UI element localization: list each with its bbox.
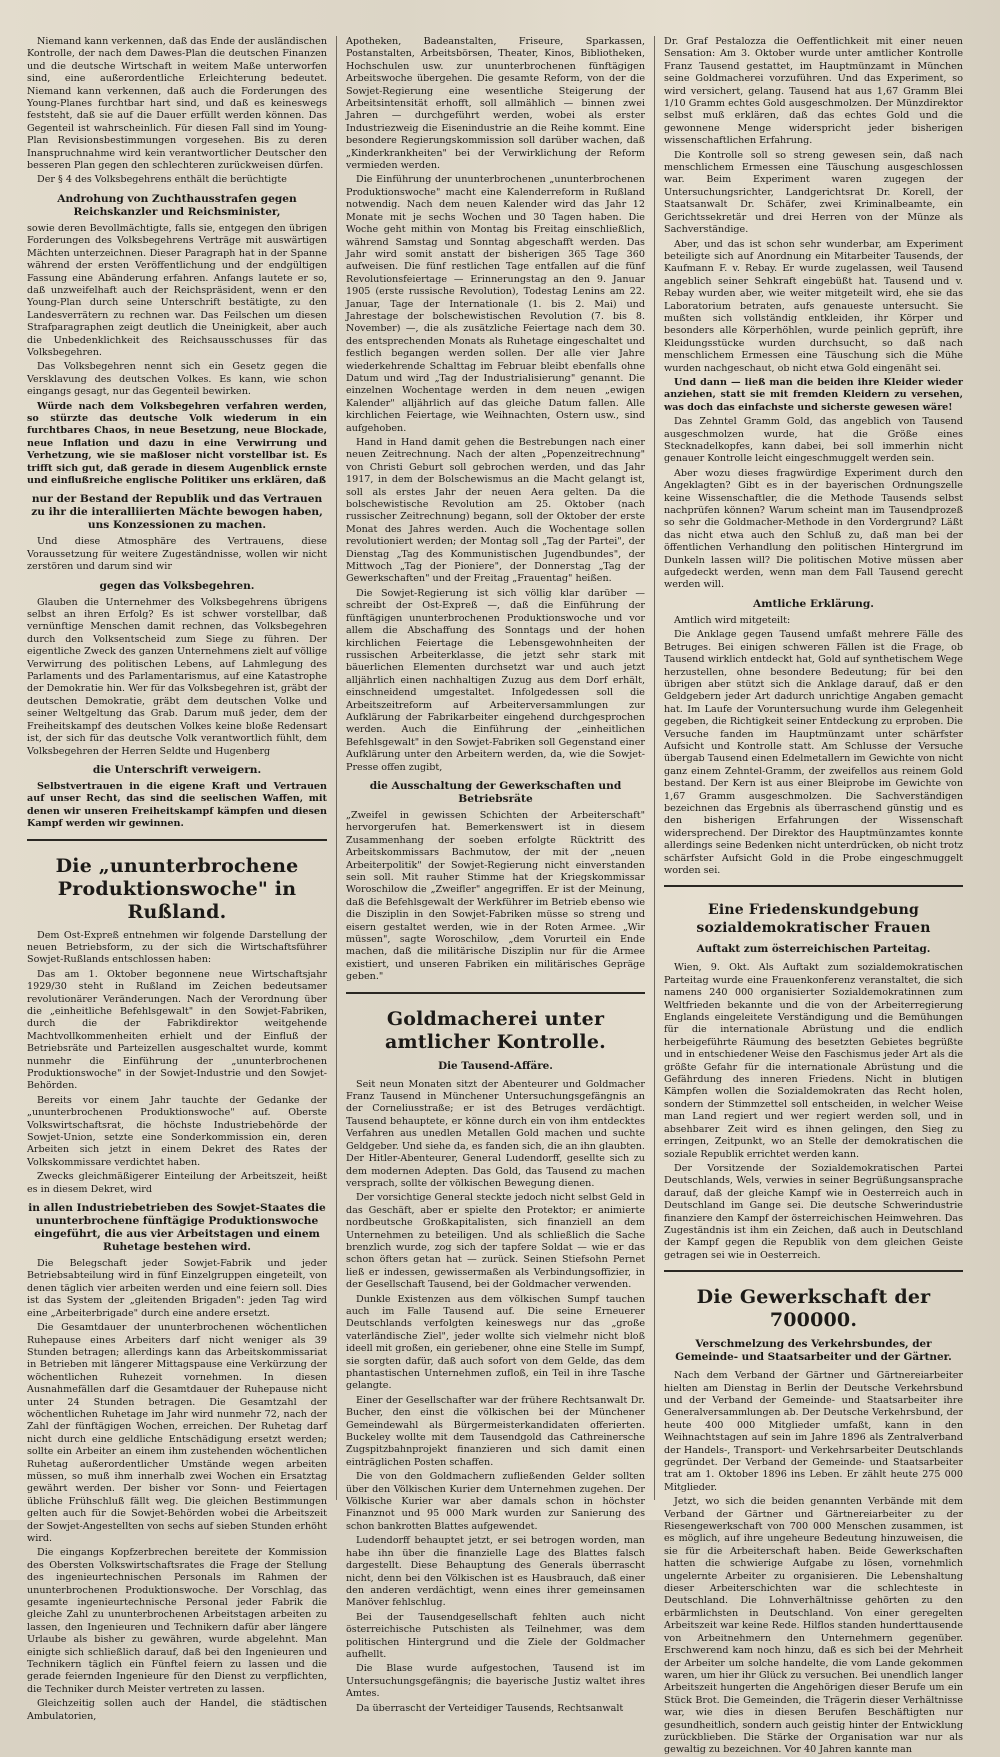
- subheading: gegen das Volksbegehren.: [99, 579, 255, 592]
- article-paragraph: „Zweifel in gewissen Schichten der Arbeiterschaft" hervorgerufen hat. Bemerkenswert ist in diesem Zusammenhang der soeben erfolgte Rücktritt des Arbeitskommissars Bachmutow, der mit der „neuen Arbeiterpolitik" der Sowjet-Regierung nicht einverstanden sein soll. Mit rauher Stimme hat der Kriegskommissar Woroschilow die „Zweifler" angegriffen. Er ist der Meinung, daß die Befehlsgewalt der Werkführer im Betrieb ebenso wie die Disziplin in den Sowjet-Fabriken müsse so streng und eisern gestaltet werden, wie in der Roten Armee. „Wir müssen", sagte Woroschilow, „dem Vorurteil ein Ende machen, daß die militärische Disziplin nur für die Armee existiert, und unseren Fabriken ein militärisches Gepräge geben.": [346, 809, 645, 983]
- divider: [27, 839, 327, 841]
- article-paragraph: Die Belegschaft jeder Sowjet-Fabrik und jeder Betriebsabteilung wird in fünf Einzelgruppen eingeteilt, von denen täglich vier arbeiten werden und eine feiern soll. Dies ist das System der „gleitenden Brigaden": jeden Tag wird eine „Arbeiterbrigade" durch eine andere ersetzt.: [27, 1258, 327, 1319]
- article-paragraph: Die Anklage gegen Tausend umfaßt mehrere Fälle des Betruges. Bei einigen schweren Fällen ist die Frage, ob Tausend wirklich entdeckt hat, Gold auf synthetischem Wege herzustellen, ohne besondere Bedeutung; für bei den übrigen aber stützt sich die Anklage darauf, daß er den Geldgebern jeder Art dadurch unrichtige Angaben gemacht hat. Im Laufe der Voruntersuchung wurde ihm Gelegenheit gegeben, die Richtigkeit seiner Entdeckung zu erproben. Die Versuche fanden im Hauptmünzamt unter schärfster Aufsicht und Kontrolle statt. Am Schlusse der Versuche übergab Tausend einen Edelmetallern im Gewichte von nicht ganz einem Zehntel-Gramm, der zweifellos aus reinem Gold bestand. Der Kern ist aus einer Bleiprobe im Gewichte von 1,67 Gramm ausgeschmolzen. Die Sachverständigen bezeichnen das Ergebnis als überraschend günstig und es den bisherigen Erfahrungen der Wissenschaft widersprechend. Der Direktor des Hauptmünzamtes konnte allerdings seine Bedenken nicht unterdrücken, ob nicht trotz schärfster Aufsicht Gold in die Probe eingeschmuggelt worden sei.: [664, 629, 963, 876]
- subheading: nur der Bestand der Republik und das Vertrauen zu ihr die interalliierten Mächte bewogen haben, uns Konzessionen zu machen.: [31, 493, 323, 532]
- article-paragraph: Die Blase wurde aufgestochen, Tausend ist im Untersuchungsgefängnis; die bayerische Justiz waltet ihres Amtes.: [346, 1663, 645, 1700]
- article-paragraph: Nach dem Verband der Gärtner und Gärtnereiarbeiter hielten am Dienstag in Berlin der Deutsche Verkehrsbund und der Verband der Gemeinde- und Staatsarbeiter ihre Generalversammlungen ab. Der Deutsche Verkehrsbund, der heute 400 000 Mitglieder umfaßt, kann in den Weihnachtstagen auf sein im Jahre 1896 als Zentralverband der Handels-, Transport- und Verkehrsarbeiter Deutschlands gegründet. Der Verband der Gemeinde- und Staatsarbeiter trat am 1. Oktober 1896 ins Leben. Er zählt heute 275 000 Mitglieder.: [664, 1370, 963, 1493]
- article-paragraph: Der vorsichtige General steckte jedoch nicht selbst Geld in das Geschäft, aber er spielte den Protektor; er animierte nordbeutsche Großkapitalisten, sich finanziell an dem Unternehmen zu beteiligen. Und als schließlich die Sache brenzlich wurde, zog sich der tapfere Soldat — wie er das schon öfters getan hat — zurück. Seinen Stiefsohn Pernet ließ er indessen, gewissermaßen als Verbindungsoffizier, in der Gesellschaft Tausend, bei der Goldmacher verwenden.: [346, 1192, 645, 1291]
- article-paragraph: Niemand kann verkennen, daß das Ende der ausländischen Kontrolle, der nach dem Dawes-Plan die deutschen Finanzen und die deutsche Wirtschaft in weitem Maße unterworfen sind, eine außerordentliche Erleichterung bedeutet. Niemand kann verkennen, daß auch die Forderungen des Young-Planes furchtbar hart sind, und daß es keineswegs feststeht, daß sie auf die Dauer erfüllt werden können. Das Gegenteil ist wahrscheinlich. Für diesen Fall sind im Young-Plan Revisionsbestimmungen vorgesehen. Bis zu deren Inanspruchnahme wird kein verantwortlicher Deutscher den besseren Plan gegen den schlechteren zurückweisen dürfen.: [27, 36, 327, 172]
- divider: [664, 1270, 963, 1272]
- article-paragraph: Und dann — ließ man die beiden ihre Kleider wieder anziehen, statt sie mit fremden Kleidern zu versehen, was doch das einfachste und sicherste gewesen wäre!: [664, 376, 963, 413]
- article-paragraph: Bereits vor einem Jahr tauchte der Gedanke der „ununterbrochenen Produktionswoche" auf. Oberste Volkswirtschaftsrat, die höchste Industriebehörde der Sowjet-Union, setzte eine Sonderkommission ein, deren Arbeiten sich jetzt in einem Dekret des Rates der Volkskommissare verdichtet haben.: [27, 1094, 327, 1168]
- article-paragraph: Gleichzeitig sollen auch der Handel, die städtischen Ambulatorien,: [27, 1698, 327, 1722]
- article-paragraph: Die von den Goldmachern zufließenden Gelder sollten über den Völkischen Kurier dem Unternehmen zugehen. Der Völkische Kurier war aber damals schon in höchster Finanznot und 95 000 Mark wurden zur Sanierung des schon bankrotten Blattes aufgewendet.: [346, 1471, 645, 1532]
- article-paragraph: Das Volksbegehren nennt sich ein Gesetz gegen die Versklavung des deutschen Volkes. Es kann, wie schon eingangs gesagt, nur das Gegenteil bewirken.: [27, 361, 327, 398]
- subheading: die Ausschaltung der Gewerkschaften und Betriebsräte: [369, 779, 622, 805]
- article-paragraph: Dem Ost-Expreß entnehmen wir folgende Darstellung der neuen Betriebsform, zu der sich die Wirtschaftsführer Sowjet-Rußlands entschlossen haben:: [27, 929, 327, 966]
- headline-gewerkschaft: Die Gewerkschaft der 700000.: [696, 1286, 931, 1332]
- article-paragraph: Die eingangs Kopfzerbrechen bereitete der Kommission des Obersten Volkswirtschaftsrates die Frage der Stellung des ingenieurtechnischen Personals im Rahmen der ununterbrochenen Produktionswoche. Der Vorschlag, das gesamte ingenieurtechnische Personal jeder Fabrik die gleiche Zahl zu ununterbrochenen Arbeitstagen arbeiten zu lassen, den Ingenieuren und Technikern dafür aber längere Urlaube als bisher zu gewähren, wurde abgelehnt. Man einigte sich schließlich darauf, daß bei den Ingenieuren und Technikern täglich ein Fünftel feiern zu lassen und die gerade feiernden Ingenieure für den Dienst zu verpflichten, die Techniker durch Meister vertreten zu lassen.: [27, 1547, 327, 1695]
- article-paragraph: Jetzt, wo sich die beiden genannten Verbände mit dem Verband der Gärtner und Gärtnereiarbeiter zu der Riesengewerkschaft von 700 000 Menschen zusammen, ist es möglich, auf ihre ungeheure Bedeutung hinzuweisen, die sie für die Arbeiterschaft haben. Beide Gewerkschaften hatten die schwierige Aufgabe zu lösen, vornehmlich ungelernte Arbeiter zu organisieren. Die Lebenshaltung dieser Arbeiterschichten war die schlechteste in Deutschland. Die Lohnverhältnisse gehörten zu den erbärmlichsten in Deutschland. Von einer geregelten Arbeitszeit war keine Rede. Hilflos standen hunderttausende von Arbeitnehmern den Unternehmern gegenüber. Erschwerend kam noch hinzu, daß es sich bei der Mehrheit der Arbeiter um solche handelte, die vom Lande gekommen waren, um hier ihr Glück zu versuchen. Bei unendlich langer Arbeitszeit hungerten die Angehörigen dieser Berufe um ein Stück Brot. Die Gemeinden, die Trägerin dieser Verhältnisse war, wie dies in diesen Berufen Beschäftigten nur gesundheitlich, sondern auch geistig hinter der Entwicklung zurückblieben. Die Stärke der Organisation war nur als gewaltig zu bezeichnen. Vor 40 Jahren kannte man: [664, 1496, 963, 1756]
- article-paragraph: Die Kontrolle soll so streng gewesen sein, daß nach menschlichem Ermessen eine Täuschung ausgeschlossen war. Beim Experiment waren zugegen der Untersuchungsrichter, Landgerichtsrat Dr. Korell, der Staatsanwalt Dr. Schäfer, zwei Kriminalbeamte, ein Gerichtssekretär und drei Herren von der Münze als Sachverständige.: [664, 149, 963, 236]
- article-paragraph: Und diese Atmosphäre des Vertrauens, diese Voraussetzung für weitere Zugeständnisse, wollen wir nicht zerstören und darum sind wir: [27, 536, 327, 573]
- article-paragraph: Ludendorff behauptet jetzt, er sei betrogen worden, man habe ihn über die finanzielle Lage des Blattes falsch dargestellt. Diese Behauptung des Generals überrascht nicht, denn bei den Völkischen ist es Hausbrauch, daß einer den anderen verdächtigt, wenn eines ihrer gemeinsamen Manöver fehlschlug.: [346, 1535, 645, 1609]
- columns: [18, 36, 980, 1756]
- article-paragraph: Hand in Hand damit gehen die Bestrebungen nach einer neuen Zeitrechnung. Nach der alten „Popenzeitrechnung" von Christi Geburt soll gebrochen werden, und das Jahr 1917, in dem der Bolschewismus an die Macht gelangt ist, soll als erstes Jahr der neuen Aera gelten. Da die bolschewistische Revolution am 25. Oktober (nach russischer Zeitrechnung) begann, soll der Oktober der erste Monat des Jahres werden. Auch die Wochentage sollen revolutioniert werden; der Montag soll „Tag der Partei", der Dienstag „Tag des Kommunistischen Jugendbundes", der Mittwoch „Tag der Pioniere", der Donnerstag „Tag der Gewerkschaften" und der Freitag „Frauentag" heißen.: [346, 437, 645, 585]
- headline-deck: Die Tausend-Affäre.: [438, 1059, 553, 1072]
- article-paragraph: Amtlich wird mitgeteilt:: [674, 614, 791, 626]
- article-paragraph: Apotheken, Badeanstalten, Friseure, Sparkassen, Postanstalten, Arbeitsbörsen, Theater, Kinos, Bibliotheken, Hochschulen usw. zur ununterbrochenen fünftägigen Arbeitswoche übergehen. Die gesamte Reform, von der die Sowjet-Regierung eine wesentliche Steigerung der Arbeitsintensität erhofft, soll allmählich — binnen zwei Jahren — durchgeführt werden, wobei als erster Industriezweig die Eisenindustrie an die Reihe kommt. Eine besondere Regierungskommission soll darüber wachen, daß „Kinderkrankheiten" bei der Verwirklichung der Reform vermieden werden.: [346, 36, 645, 172]
- divider: [346, 992, 645, 994]
- article-paragraph: Würde nach dem Volksbegehren verfahren werden, so stürzte das deutsche Volk wiederum in ein furchtbares Chaos, in neue Besetzung, neue Blockade, neue Inflation und dazu in eine Verwirrung und Verhetzung, wie sie maßloser nicht vorstellbar ist. Es trifft sich gut, daß gerade in diesem Augenblick ernste und einflußreiche englische Politiker uns erklären, daß: [27, 400, 327, 486]
- article-paragraph: Da überrascht der Verteidiger Tausends, Rechtsanwalt: [356, 1702, 624, 1714]
- article-paragraph: Aber wozu dieses fragwürdige Experiment durch den Angeklagten? Gibt es in der bayerischen Ordnungszelle keine Wissenschaftler, die die Methode Tausends selbst nachprüfen können? Warum scheint man im Tausendprozeß so sehr die Goldmacher-Methode in den Vordergrund? Läßt das nicht etwa auch den Schluß zu, daß man bei der öffentlichen Verhandlung den politischen Hintergrund im Dunkeln lassen will? Die politischen Motive müssen aber aufgedeckt werden, wenn man dem Fall Tausend gerecht werden will.: [664, 467, 963, 591]
- article-paragraph: Die Sowjet-Regierung ist sich völlig klar darüber — schreibt der Ost-Expreß —, daß die Einführung der fünftägigen ununterbrochenen Produktionswoche und vor allem die Abschaffung des Sonntags und der hohen kirchlichen Feiertage die Lebensgewohnheiten der russischen Arbeiterklasse, die jetzt sehr stark mit bäuerlichen Elementen durchsetzt war und auch jetzt alljährlich einen nachhaltigen Zuzug aus dem Dorf erhält, einschneidend umgestaltet. Infolgedessen soll die Arbeitszeitreform auf Arbeiterversammlungen zur Aufklärung der Fabrikarbeiter eingehend durchgesprochen werden. Auch die Einführung der „einheitlichen Befehlsgewalt" in den Sowjet-Fabriken soll Gegenstand einer Aufklärung unter den Arbeitern werden, da, wie die Sowjet-Presse offen zugibt,: [346, 587, 645, 773]
- column-3: [654, 36, 972, 1756]
- headline-deck: Auftakt zum österreichischen Parteitag.: [696, 943, 931, 956]
- divider: [664, 885, 963, 887]
- article-paragraph: Dunkle Existenzen aus dem völkischen Sumpf tauchen auch im Falle Tausend auf. Die seine Erneuerer Deutschlands verfolgten keineswegs nur das „große vaterländische Ziel", jeder wollte sich vielmehr nicht bloß ideell mit großen, ein geriebener, ohne eine Stelle im Sumpf, sie sorgten dafür, daß auch sofort von dem Gelde, das dem phantastischen Unternehmen zufloß, ein Teil in ihre Tasche gelangte.: [346, 1293, 645, 1392]
- article-paragraph: Die Einführung der ununterbrochenen „ununterbrochenen Produktionswoche" macht eine Kalenderreform in Rußland notwendig. Nach dem neuen Kalender wird das Jahr 12 Monate mit je sechs Wochen und 30 Tagen haben. Die Woche geht mithin von Montag bis Freitag einschließlich, während Samstag und Sonntag abgeschafft werden. Das Jahr wird somit anstatt der bisherigen 365 Tage 360 aufweisen. Die fünf restlichen Tage entfallen auf die fünf Revolutionsfeiertage — Erinnerungstag an den 9. Januar 1905 (erste russische Revolution), Todestag Lenins am 22. Januar, Tage der Internationale (1. bis 2. Mai) und Jahrestage der bolschewistischen Revolution (7. bis 8. November) —, die als zusätzliche Feiertage nach dem 30. des entsprechenden Monats als Ruhetage eingeschaltet und festlich begangen werden sollen. Der alle vier Jahre wiederkehrende Schalttag im Februar bleibt ebenfalls ohne Datum und wird „Tag der Industrialisierung" genannt. Die einzelnen Wochentage werden in dem neuen „ewigen Kalender" alljährlich auf das gleiche Datum fallen. Alle kirchlichen Feiertage, wie Weihnachten, Ostern usw., sind aufgehoben.: [346, 174, 645, 434]
- article-paragraph: Der § 4 des Volksbegehrens enthält die berüchtigte: [37, 174, 287, 186]
- article-paragraph: sowie deren Bevollmächtigte, falls sie, entgegen den übrigen Forderungen des Volksbegehrens Verträge mit auswärtigen Mächten unterzeichnen. Dieser Paragraph hat in der Spanne während der ersten Veröffentlichung und der endgültigen Fassung eine Abänderung erfahren. Anfangs lautete er so, daß unzweifelhaft auch der Reichspräsident, wenn er den Young-Plan durch seine Unterschrift bestätigte, zu den Landesverrätern zu rechnen war. Das Feilschen um diesen Strafparagraphen zeigt deutlich die Uneinigkeit, aber auch die Unbedenklichkeit des Reichsausschusses für das Volksbegehren.: [27, 222, 327, 358]
- article-paragraph: Aber, und das ist schon sehr wunderbar, am Experiment beteiligte sich auf Anordnung ein Mitarbeiter Tausends, der Kaufmann F. v. Rebay. Er wurde zugelassen, weil Tausend angeblich seiner Sehkraft eingebüßt hat. Tausend und v. Rebay wurden aber, wie weiter mitgeteilt wird, ehe sie das Laboratorium betraten, aufs genaueste untersucht. Sie mußten sich vollständig entkleiden, ihr Körper und besonders alle Körperhöhlen, wurde peinlich geprüft, ihre Kleidungsstücke wurden durchsucht, so daß nach menschlichem Ermessen eine Täuschung sich die Mühe wurden nachgeschaut, ob nicht etwa Gold eingenäht sei.: [664, 238, 963, 374]
- article-paragraph: Einer der Gesellschafter war der frühere Rechtsanwalt Dr. Bucher, den einst die völkischen bei der Münchener Gemeindewahl als Bürgermeisterkandidaten offerierten. Buckeley wollte mit dem Tausendgold das Cathreinersche Zugspitzbahnprojekt finanzieren und sich damit einen einträglichen Posten schaffen.: [346, 1394, 645, 1468]
- article-paragraph: Zwecks gleichmäßigerer Einteilung der Arbeitszeit, heißt es in diesem Dekret, wird: [27, 1171, 327, 1195]
- column-2: [336, 36, 654, 1714]
- article-paragraph: Das am 1. Oktober begonnene neue Wirtschaftsjahr 1929/30 steht in Rußland im Zeichen bedeutsamer revolutionärer Veränderungen. Nach der Verordnung über die „einheitliche Befehlsgewalt" in den Sowjet-Fabriken, durch die der Fabrikdirektor weitgehende Machtvollkommenheiten erhielt und der Einfluß der Betriebsräte und Parteizellen ausgeschaltet wurde, kommt nunmehr die Einführung der „ununterbrochenen Produktionswoche" in der Sowjet-Industrie und den Sowjet-Behörden.: [27, 968, 327, 1092]
- subheading: die Unterschrift verweigern.: [92, 763, 262, 776]
- article-paragraph: Wien, 9. Okt. Als Auftakt zum sozialdemokratischen Parteitag wurde eine Frauenkonferenz veranstaltet, die sich namens 240 000 organisierter Sozialdemokratinnen zum Weltfrieden bekannte und die von der Arbeiterregierung Englands eingeleitete Verständigung und die Bemühungen für die internationale Abrüstung und die endlich herbeigeführte Räumung des besetzten Gebietes begrüßte und in entschiedener Weise den Faschismus jeder Art als die größte Gefahr für die internationale Abrüstung und die Gefährdung des inneren Friedens. Nicht in blutigen Kämpfen wollen die Sozialdemokraten das Recht holen, sondern der Stimmzettel soll entscheiden, in welcher Weise man Land regiert und wer regiert werden soll, und in absehbarer Zeit wird es ihnen gelingen, den Sieg zu erringen, Zeitpunkt, wo an Stelle der demokratischen die soziale Republik errichtet werden kann.: [664, 962, 963, 1160]
- article-paragraph: Glauben die Unternehmer des Volksbegehrens übrigens selbst an ihren Erfolg? Es ist schwer vorstellbar, daß vernünftige Menschen damit rechnen, das Volksbegehren durch den Volksentscheid zum Siege zu führen. Der eigentliche Zweck des ganzen Unternehmens zielt auf völlige Verwirrung des politischen Lebens, auf Lahmlegung des Parlaments und des Parlamentarismus, auf eine Katastrophe der Demokratie hin. Wer für das Volksbegehren ist, gräbt der deutschen Demokratie, gräbt dem deutschen Volke und seiner Weltgeltung das Grab. Darum muß jeder, dem der Freiheitskampf des deutschen Volkes keine bloße Redensart ist, der sich für das deutsche Volk verantwortlich fühlt, dem Volksbegehren der Herren Seldte und Hugenberg: [27, 596, 327, 757]
- article-paragraph: Die Gesamtdauer der ununterbrochenen wöchentlichen Ruhepause eines Arbeiters darf nicht weniger als 39 Stunden betragen; allerdings kann das Arbeitskommissariat in Betrieben mit längerer Mittagspause eine Verkürzung der wöchentlichen Ruhezeit vornehmen. In diesen Ausnahmefällen darf die Gesamtdauer der Ruhepause nicht unter 24 Stunden betragen. Die Gesamtzahl der wöchentlichen Ruhetage im Jahr wird nunmehr 72, nach der Zahl der fünftägigen Wochen, erreichen. Der Ruhetag darf nicht durch eine geldliche Entschädigung ersetzt werden; sollte ein Arbeiter an einem ihm zustehenden wöchentlichen Ruhetag außerordentlicher Umstände wegen arbeiten müssen, so muß ihm innerhalb zwei Wochen ein Ersatztag gewährt werden. Der bisher vor Sonn- und Feiertagen übliche Frühschluß fällt weg. Die gleichen Bestimmungen gelten auch für die Sowjet-Behörden wobei die Arbeitszeit der Sowjet-Angestellten von sechs auf sieben Stunden erhöht wird.: [27, 1322, 327, 1544]
- article-paragraph: Seit neun Monaten sitzt der Abenteurer und Goldmacher Franz Tausend in Münchener Untersuchungsgefängnis an der Corneliusstraße; er ist des Betruges verdächtigt. Tausend behauptete, er könne durch ein von ihm entdecktes Verfahren aus unedlen Metallen Gold machen und suchte Geldgeber. Und siehe da, es fanden sich, die an ihn glaubten. Der Hitler-Abenteurer, General Ludendorff, gesellte sich zu dem modernen Adepten. Das Gold, das Tausend zu machen versprach, sollte der völkischen Bewegung dienen.: [346, 1078, 645, 1189]
- subheading: Androhung von Zuchthausstrafen gegen Reichskanzler und Reichsminister,: [57, 192, 297, 218]
- headline-friedenskundgebung: Eine Friedenskundgebung sozialdemokratischer Frauen: [696, 902, 931, 937]
- headline-produktionswoche: Die „ununterbrochene Produktionswoche" in Rußland.: [55, 854, 299, 923]
- subheading: in allen Industriebetrieben des Sowjet-Staates die ununterbrochene fünftägige Produktionswoche eingeführt, die aus vier Arbeitstagen und einem Ruhetage bestehen wird.: [28, 1202, 326, 1254]
- article-paragraph: Bei der Tausendgesellschaft fehlten auch nicht österreichische Putschisten als Teilnehmer, was dem politischen Hintergrund und die Ziele der Goldmacher aufhellt.: [346, 1611, 645, 1660]
- headline-deck: Verschmelzung des Verkehrsbundes, der Gemeinde- und Staatsarbeiter und der Gärtner.: [675, 1338, 952, 1364]
- headline-goldmacherei: Goldmacherei unter amtlicher Kontrolle.: [385, 1007, 606, 1053]
- article-paragraph: Der Vorsitzende der Sozialdemokratischen Partei Deutschlands, Wels, verwies in seiner Begrüßungsansprache darauf, daß der gleiche Kampf wie in Oesterreich auch in Deutschland im Gange sei. Die deutsche Schwerindustrie finanziere den Kampf der österreichischen Heimwehren. Das Zugeständnis ist ihm ein Zeichen, daß auch in Deutschland der Kampf gegen die Republik von dem gleichen Geiste getragen sei wie in Oesterreich.: [664, 1162, 963, 1261]
- article-paragraph: Das Zehntel Gramm Gold, das angeblich von Tausend ausgeschmolzen wurde, hat die Größe eines Stecknadelkopfes, kann dabei, bei soll immerhin nicht genauer Kontrolle leicht eingeschmuggelt werden sein.: [664, 416, 963, 465]
- closing-paragraph: Selbstvertrauen in die eigene Kraft und Vertrauen auf unser Recht, das sind die seelischen Waffen, mit denen wir unseren Freiheitskampf kämpfen und diesen Kampf werden wir gewinnen.: [27, 780, 327, 830]
- article-paragraph: Dr. Graf Pestalozza die Oeffentlichkeit mit einer neuen Sensation: Am 3. Oktober wurde unter amtlicher Kontrolle Franz Tausend gestattet, im Hauptmünzamt in München seine Goldmacherei vorzuführen. Und das Experiment, so wird versichert, gelang. Tausend hat aus 1,67 Gramm Blei 1/10 Gramm echtes Gold ausgeschmolzen. Der Münzdirektor selbst muß erklären, daß das echtes Gold und die gewonnene Menge widerspricht jeder bisherigen wissenschaftlichen Erfahrung.: [664, 36, 963, 147]
- column-1: [18, 36, 336, 1722]
- subheading: Amtliche Erklärung.: [753, 597, 874, 610]
